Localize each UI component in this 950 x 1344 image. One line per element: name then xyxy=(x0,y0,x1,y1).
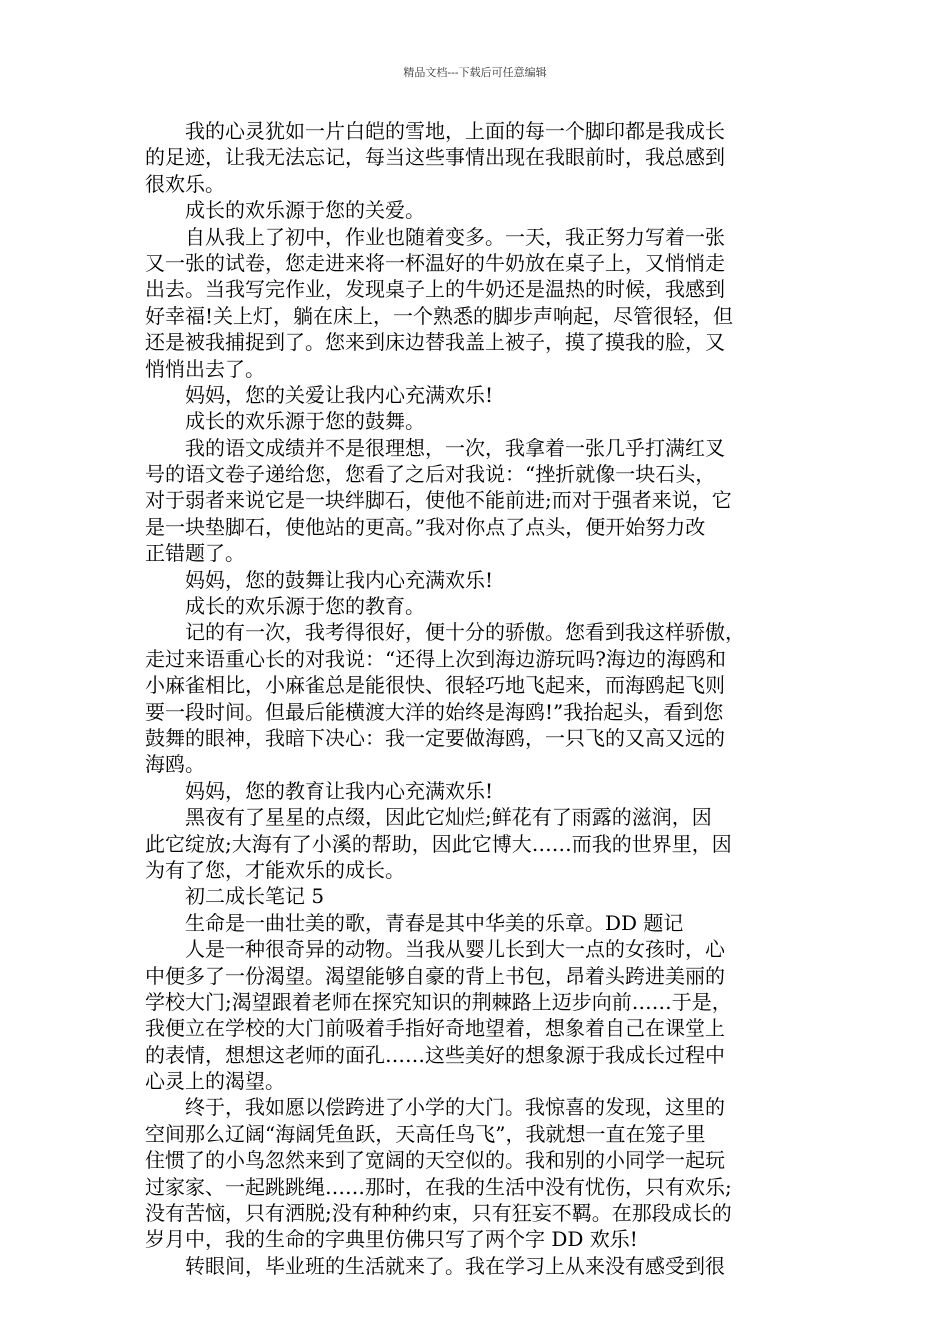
text-line: 我的语文成绩并不是很理想，一次，我拿着一张几乎打满红叉 xyxy=(145,435,725,460)
text-line: 我的心灵犹如一片白皑的雪地，上面的每一个脚印都是我成长 xyxy=(145,119,725,143)
text-line: 鼓舞的眼神，我暗下决心：我一定要做海鸥，一只飞的又高又远的 xyxy=(145,725,725,750)
text-line: 还是被我捕捉到了。您来到床边替我盖上被子，摸了摸我的脸，又 xyxy=(145,330,725,355)
text-line: 走过来语重心长的对我说：“还得上次到海边游玩吗?海边的海鸥和 xyxy=(145,646,726,671)
text-line: 的表情，想想这老师的面孔……这些美好的想象源于我成长过程中 xyxy=(145,1042,725,1067)
text-line: 小麻雀相比，小麻雀总是能很快、很轻巧地飞起来，而海鸥起飞则 xyxy=(145,673,725,698)
text-line: 心灵上的渴望。 xyxy=(145,1069,285,1094)
text-line: 此它绽放;大海有了小溪的帮助，因此它博大……而我的世界里，因 xyxy=(145,831,732,856)
text-line: 成长的欢乐源于您的鼓舞。 xyxy=(145,409,425,434)
text-line: 成长的欢乐源于您的关爱。 xyxy=(145,198,425,223)
text-line: 转眼间，毕业班的生活就来了。我在学习上从来没有感受到很 xyxy=(145,1253,725,1278)
text-line: 终于，我如愿以偿跨进了小学的大门。我惊喜的发现，这里的 xyxy=(145,1095,725,1120)
text-line: 没有苦恼，只有洒脱;没有种种约束，只有狂妄不羁。在那段成长的 xyxy=(145,1201,732,1226)
text-line: 黑夜有了星星的点缀，因此它灿烂;鲜花有了雨露的滋润，因 xyxy=(145,805,712,830)
text-line: 又一张的试卷，您走进来将一杯温好的牛奶放在桌子上，又悄悄走 xyxy=(145,250,725,275)
text-line: 为有了您，才能欢乐的成长。 xyxy=(145,857,405,882)
text-line: 悄悄出去了。 xyxy=(145,356,265,381)
text-line: 初二成长笔记 5 xyxy=(145,884,325,909)
text-line: 的足迹，让我无法忘记，每当这些事情出现在我眼前时，我总感到 xyxy=(145,145,725,170)
document-body xyxy=(145,118,810,1279)
text-line: 过家家、一起跳跳绳……那时，在我的生活中没有忧伤，只有欢乐; xyxy=(145,1174,732,1199)
text-line: 记的有一次，我考得很好，便十分的骄傲。您看到我这样骄傲， xyxy=(145,620,745,645)
text-line: 号的语文卷子递给您，您看了之后对我说：“挫折就像一块石头， xyxy=(145,462,716,487)
text-line: 自从我上了初中，作业也随着变多。一天，我正努力写着一张 xyxy=(145,224,725,249)
text-line: 空间那么辽阔“海阔凭鱼跃，天高任鸟飞”，我就想一直在笼子里 xyxy=(145,1121,706,1146)
text-line: 妈妈，您的关爱让我内心充满欢乐! xyxy=(145,382,494,407)
text-line: 我便立在学校的大门前吸着手指好奇地望着，想象着自己在课堂上 xyxy=(145,1016,725,1041)
text-line: 妈妈，您的教育让我内心充满欢乐! xyxy=(145,778,494,803)
text-line: 对于弱者来说它是一块绊脚石，使他不能前进;而对于强者来说，它 xyxy=(145,488,732,513)
text-line: 住惯了的小鸟忽然来到了宽阔的天空似的。我和别的小同学一起玩 xyxy=(145,1148,725,1173)
text-line: 正错题了。 xyxy=(145,541,245,566)
text-line: 出去。当我写完作业，发现桌子上的牛奶还是温热的时候，我感到 xyxy=(145,277,725,302)
text-line: 很欢乐。 xyxy=(145,171,225,196)
text-line: 中便多了一份渴望。渴望能够自豪的背上书包，昂着头跨进美丽的 xyxy=(145,963,725,988)
text-line: 人是一种很奇异的动物。当我从婴儿长到大一点的女孩时，心 xyxy=(145,937,725,962)
text-line: 岁月中，我的生命的字典里仿佛只写了两个字 DD 欢乐! xyxy=(145,1227,638,1252)
text-line: 妈妈，您的鼓舞让我内心充满欢乐! xyxy=(145,567,494,592)
text-line: 海鸥。 xyxy=(145,752,205,777)
text-line: 好幸福!关上灯，躺在床上，一个熟悉的脚步声响起，尽管很轻，但 xyxy=(145,303,734,328)
text-line: 学校大门;渴望跟着老师在探究知识的荆棘路上迈步向前……于是， xyxy=(145,989,732,1014)
text-line: 要一段时间。但最后能横渡大洋的始终是海鸥!”我抬起头，看到您 xyxy=(145,699,724,724)
page-header: 精品文档---下载后可任意编辑 xyxy=(403,66,547,79)
text-line: 成长的欢乐源于您的教育。 xyxy=(145,594,425,619)
text-line: 是一块垫脚石，使他站的更高。”我对你点了点头，便开始努力改 xyxy=(145,514,706,539)
text-line: 生命是一曲壮美的歌，青春是其中华美的乐章。DD 题记 xyxy=(145,910,684,935)
